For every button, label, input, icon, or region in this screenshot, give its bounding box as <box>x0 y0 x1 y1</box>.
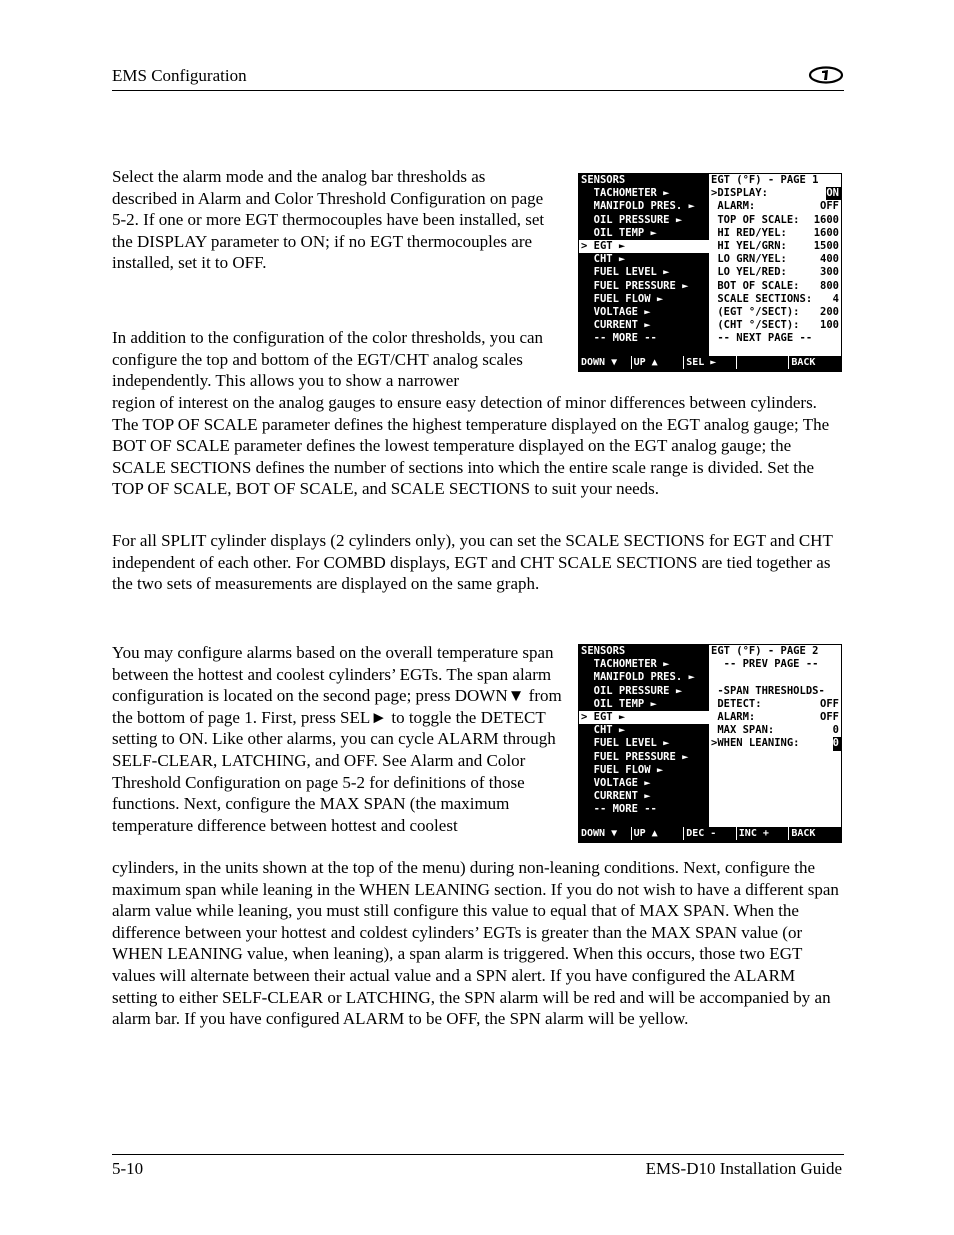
menu-item: FUEL PRESSURE ► <box>581 750 689 763</box>
menu-item: -- MORE -- <box>581 803 657 816</box>
setting-label: LO YEL/RED: <box>711 266 787 279</box>
setting-row <box>709 724 841 737</box>
setting-row <box>709 253 841 266</box>
setting-value: 300 <box>820 266 839 279</box>
setting-label <box>711 671 839 684</box>
sensors-menu <box>579 174 709 356</box>
paragraph-display: Select the alarm mode and the analog bar thresholds as described in Alarm and Color Threshold Configuration on page 5-2. If one or more EGT thermocouples have been installed, set the DISPLAY parameter to ON; if no EGT thermocouples are installed, set it to OFF. <box>112 167 545 273</box>
setting-value: OFF <box>820 697 839 710</box>
softkey: INC + <box>737 827 789 840</box>
header-title: EMS Configuration <box>112 66 247 85</box>
setting-value: 4 <box>832 292 839 305</box>
page-footer <box>112 1154 844 1178</box>
setting-label: -- NEXT PAGE -- <box>711 332 813 345</box>
setting-value: 0 <box>832 724 839 737</box>
setting-row <box>709 240 841 253</box>
setting-value: OFF <box>820 710 839 723</box>
setting-value: OFF <box>820 200 839 213</box>
setting-label: BOT OF SCALE: <box>711 279 800 292</box>
paragraph-split: For all SPLIT cylinder displays (2 cylinders only), you can set the SCALE SECTIONS for EGT and CHT independent of each other. For COMBD displays, EGT and CHT SCALE SECTIONS are tied together as the two sets of measurements are displayed on the same graph. <box>112 531 833 594</box>
menu-item: OIL TEMP ► <box>581 226 657 239</box>
setting-value: 1600 <box>813 213 839 226</box>
menu-item: CHT ► <box>581 253 626 266</box>
menu-item: TACHOMETER ► <box>581 187 670 200</box>
paragraph-scale: region of interest on the analog gauges to ensure easy detection of minor differences between cylinders. The TOP OF SCALE parameter defines the highest temperature displayed on the EGT analog gauge; The BOT OF SCALE parameter defines the lowest temperature displayed on the EGT analog gauge; the SCALE SECTIONS defines the number of sections into which the entire scale range is divided. Set the TOP OF SCALE, BOT OF SCALE, and SCALE SECTIONS to suit your needs. <box>112 393 830 499</box>
panel-title: EGT (°F) - PAGE 2 <box>711 645 819 657</box>
setting-row <box>709 671 841 684</box>
menu-item: -- MORE -- <box>581 332 657 345</box>
setting-value: ON <box>826 187 839 200</box>
softkey-bar <box>579 827 841 840</box>
setting-label: >DISPLAY: <box>711 187 768 200</box>
menu-item: CHT ► <box>581 724 626 737</box>
setting-label: DETECT: <box>711 697 762 710</box>
setting-label: MAX SPAN: <box>711 724 775 737</box>
setting-label: HI RED/YEL: <box>711 226 787 239</box>
menu-item: VOLTAGE ► <box>581 776 651 789</box>
setting-row <box>709 319 841 332</box>
setting-value <box>839 658 841 671</box>
setting-value: 1500 <box>813 239 839 252</box>
setting-row <box>709 280 841 293</box>
setting-label: -SPAN THRESHOLDS- <box>711 684 825 697</box>
menu-item: OIL PRESSURE ► <box>581 213 683 226</box>
paragraph-span: cylinders, in the units shown at the top of the menu) during non-leaning conditions. Next, configure the maximum span while leaning in the WHEN LEANING section. If you do not wish to have a different span alarm value while leaning, you must still configure this value to equal that of MAX SPAN. When the difference between your hottest and coldest cylinders’ EGTs is greater than the MAX SPAN value (or WHEN LEANING value, when leaning), a span alarm is triggered. When this occurs, those two EGT values will alternate between their actual value and a SPN alert. If you have configured the ALARM setting to either SELF-CLEAR or LATCHING, the SPN alarm will be red and will be accompanied by an alarm bar. If you have configured ALARM to be OFF, the SPN alarm will be yellow. <box>112 858 839 1029</box>
setting-row <box>709 698 841 711</box>
setting-value <box>839 332 841 345</box>
setting-row <box>709 332 841 345</box>
paragraph-span-intro: You may configure alarms based on the overall temperature span between the hottest and coolest cylinders’ EGTs. The span alarm configuration is located on the second page; press DOWN▼ from the bottom of page 1. First, press SEL► to toggle the DETECT setting to ON. Like other alarms, you can cycle ALARM through SELF-CLEAR, LATCHING, and OFF. See Alarm and Color Threshold Configuration on page 5-2 for definitions of those functions. Next, configure the MAX SPAN (the maximum temperature difference between hottest and coolest <box>112 643 562 835</box>
setting-row <box>709 266 841 279</box>
softkey: DEC - <box>684 827 736 840</box>
menu-title: SENSORS <box>581 174 626 186</box>
egt-settings-panel <box>709 174 841 356</box>
setting-value: 800 <box>820 279 839 292</box>
paragraph-scale-intro: In addition to the configuration of the color thresholds, you can configure the top and bottom of the EGT/CHT analog scales independently. This allows you to show a narrower <box>112 328 544 391</box>
setting-row <box>709 214 841 227</box>
setting-row <box>709 293 841 306</box>
setting-label: -- PREV PAGE -- <box>711 658 819 671</box>
menu-item: FUEL FLOW ► <box>581 763 664 776</box>
menu-item: CURRENT ► <box>581 319 651 332</box>
softkey: UP ▲ <box>632 827 684 840</box>
softkey-bar <box>579 356 841 369</box>
menu-item: CURRENT ► <box>581 790 651 803</box>
setting-row <box>709 685 841 698</box>
setting-label: ALARM: <box>711 710 756 723</box>
setting-value <box>839 671 841 684</box>
menu-item: FUEL FLOW ► <box>581 292 664 305</box>
document-title: EMS-D10 Installation Guide <box>645 1159 842 1178</box>
setting-value <box>839 685 841 698</box>
softkey: BACK <box>789 356 841 369</box>
menu-item: FUEL LEVEL ► <box>581 266 670 279</box>
setting-row <box>709 658 841 671</box>
menu-item: VOLTAGE ► <box>581 305 651 318</box>
setting-row <box>709 737 841 750</box>
softkey: DOWN ▼ <box>579 827 631 840</box>
page-header <box>112 64 844 91</box>
setting-row <box>709 711 841 724</box>
menu-item: TACHOMETER ► <box>581 658 670 671</box>
setting-row <box>709 306 841 319</box>
menu-item: FUEL PRESSURE ► <box>581 279 689 292</box>
setting-label: (EGT °/SECT): <box>711 305 800 318</box>
setting-label: HI YEL/GRN: <box>711 239 787 252</box>
softkey <box>737 356 789 369</box>
menu-item: > EGT ► <box>579 240 709 253</box>
setting-value: 100 <box>820 319 839 332</box>
setting-row <box>709 227 841 240</box>
panel-title: EGT (°F) - PAGE 1 <box>711 174 819 186</box>
menu-title: SENSORS <box>581 645 626 657</box>
page-number: 5-10 <box>112 1159 144 1178</box>
menu-item: MANIFOLD PRES. ► <box>581 671 695 684</box>
softkey: UP ▲ <box>632 356 684 369</box>
setting-value: 1600 <box>813 226 839 239</box>
setting-row <box>709 200 841 213</box>
setting-value: 200 <box>820 305 839 318</box>
menu-item: MANIFOLD PRES. ► <box>581 200 695 213</box>
softkey: DOWN ▼ <box>579 356 631 369</box>
setting-label: TOP OF SCALE: <box>711 213 800 226</box>
sensors-menu <box>579 645 709 827</box>
egt-page1-screenshot <box>578 173 842 372</box>
setting-label: (CHT °/SECT): <box>711 319 800 332</box>
egt-page2-screenshot <box>578 644 842 843</box>
setting-row <box>709 187 841 200</box>
menu-item: OIL PRESSURE ► <box>581 684 683 697</box>
egt-settings-panel <box>709 645 841 827</box>
setting-label: SCALE SECTIONS: <box>711 292 813 305</box>
setting-label: ALARM: <box>711 200 756 213</box>
menu-item: FUEL LEVEL ► <box>581 737 670 750</box>
setting-label: LO GRN/YEL: <box>711 253 787 266</box>
menu-item: OIL TEMP ► <box>581 697 657 710</box>
menu-item: > EGT ► <box>579 711 709 724</box>
setting-label: >WHEN LEANING: <box>711 737 800 750</box>
setting-value: 400 <box>820 253 839 266</box>
logo-icon <box>808 66 844 84</box>
softkey: SEL ► <box>684 356 736 369</box>
setting-value: 0 <box>832 737 839 750</box>
softkey: BACK <box>789 827 841 840</box>
